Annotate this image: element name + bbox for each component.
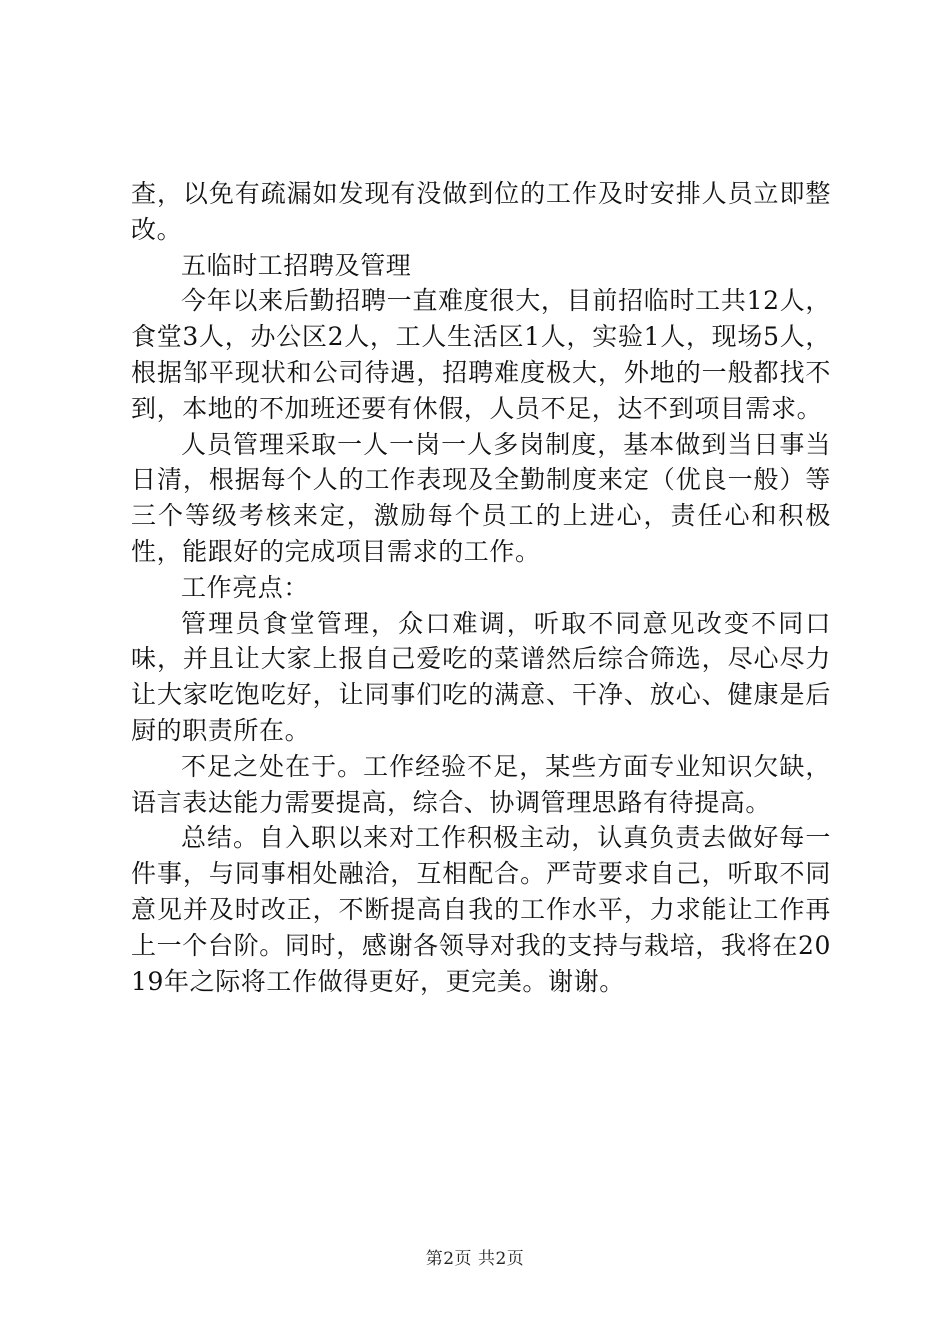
paragraph-canteen-management: 管理员食堂管理，众口难调，听取不同意见改变不同口味，并且让大家上报自己爱吃的菜谱然后综合筛选，尽心尽力让大家吃饱吃好，让同事们吃的满意、干净、放心、健康是后厨的职责所在。 [131, 608, 831, 745]
paragraph-recruitment: 今年以来后勤招聘一直难度很大，目前招临时工共12人，食堂3人，办公区2人，工人生活区1人，实验1人，现场5人，根据邹平现状和公司待遇，招聘难度极大，外地的一般都找不到，本地的不加班还要有休假，人员不足，达不到项目需求。 [131, 286, 831, 423]
paragraph-continuation: 查，以免有疏漏如发现有没做到位的工作及时安排人员立即整改。 [131, 179, 831, 244]
section-heading-highlights: 工作亮点： [181, 572, 310, 602]
paragraph-staff-management: 人员管理采取一人一岗一人多岗制度，基本做到当日事当日清，根据每个人的工作表现及全勤制度来定（优良一般）等三个等级考核来定，激励每个员工的上进心，责任心和积极性，能跟好的完成项目需求的工作。 [131, 429, 831, 566]
paragraph-summary: 总结。自入职以来对工作积极主动，认真负责去做好每一件事，与同事相处融洽，互相配合。严苛要求自己，听取不同意见并及时改正，不断提高自我的工作水平，力求能让工作再上一个台阶。同时，感谢各领导对我的支持与栽培，我将在2019年之际将工作做得更好，更完美。谢谢。 [131, 823, 831, 996]
section-heading-temp-workers: 五临时工招聘及管理 [181, 250, 412, 280]
page-number-footer: 第2页 共2页 [425, 1249, 525, 1269]
document-body [131, 176, 831, 999]
paragraph-shortcomings: 不足之处在于。工作经验不足，某些方面专业知识欠缺，语言表达能力需要提高，综合、协调管理思路有待提高。 [131, 751, 831, 817]
